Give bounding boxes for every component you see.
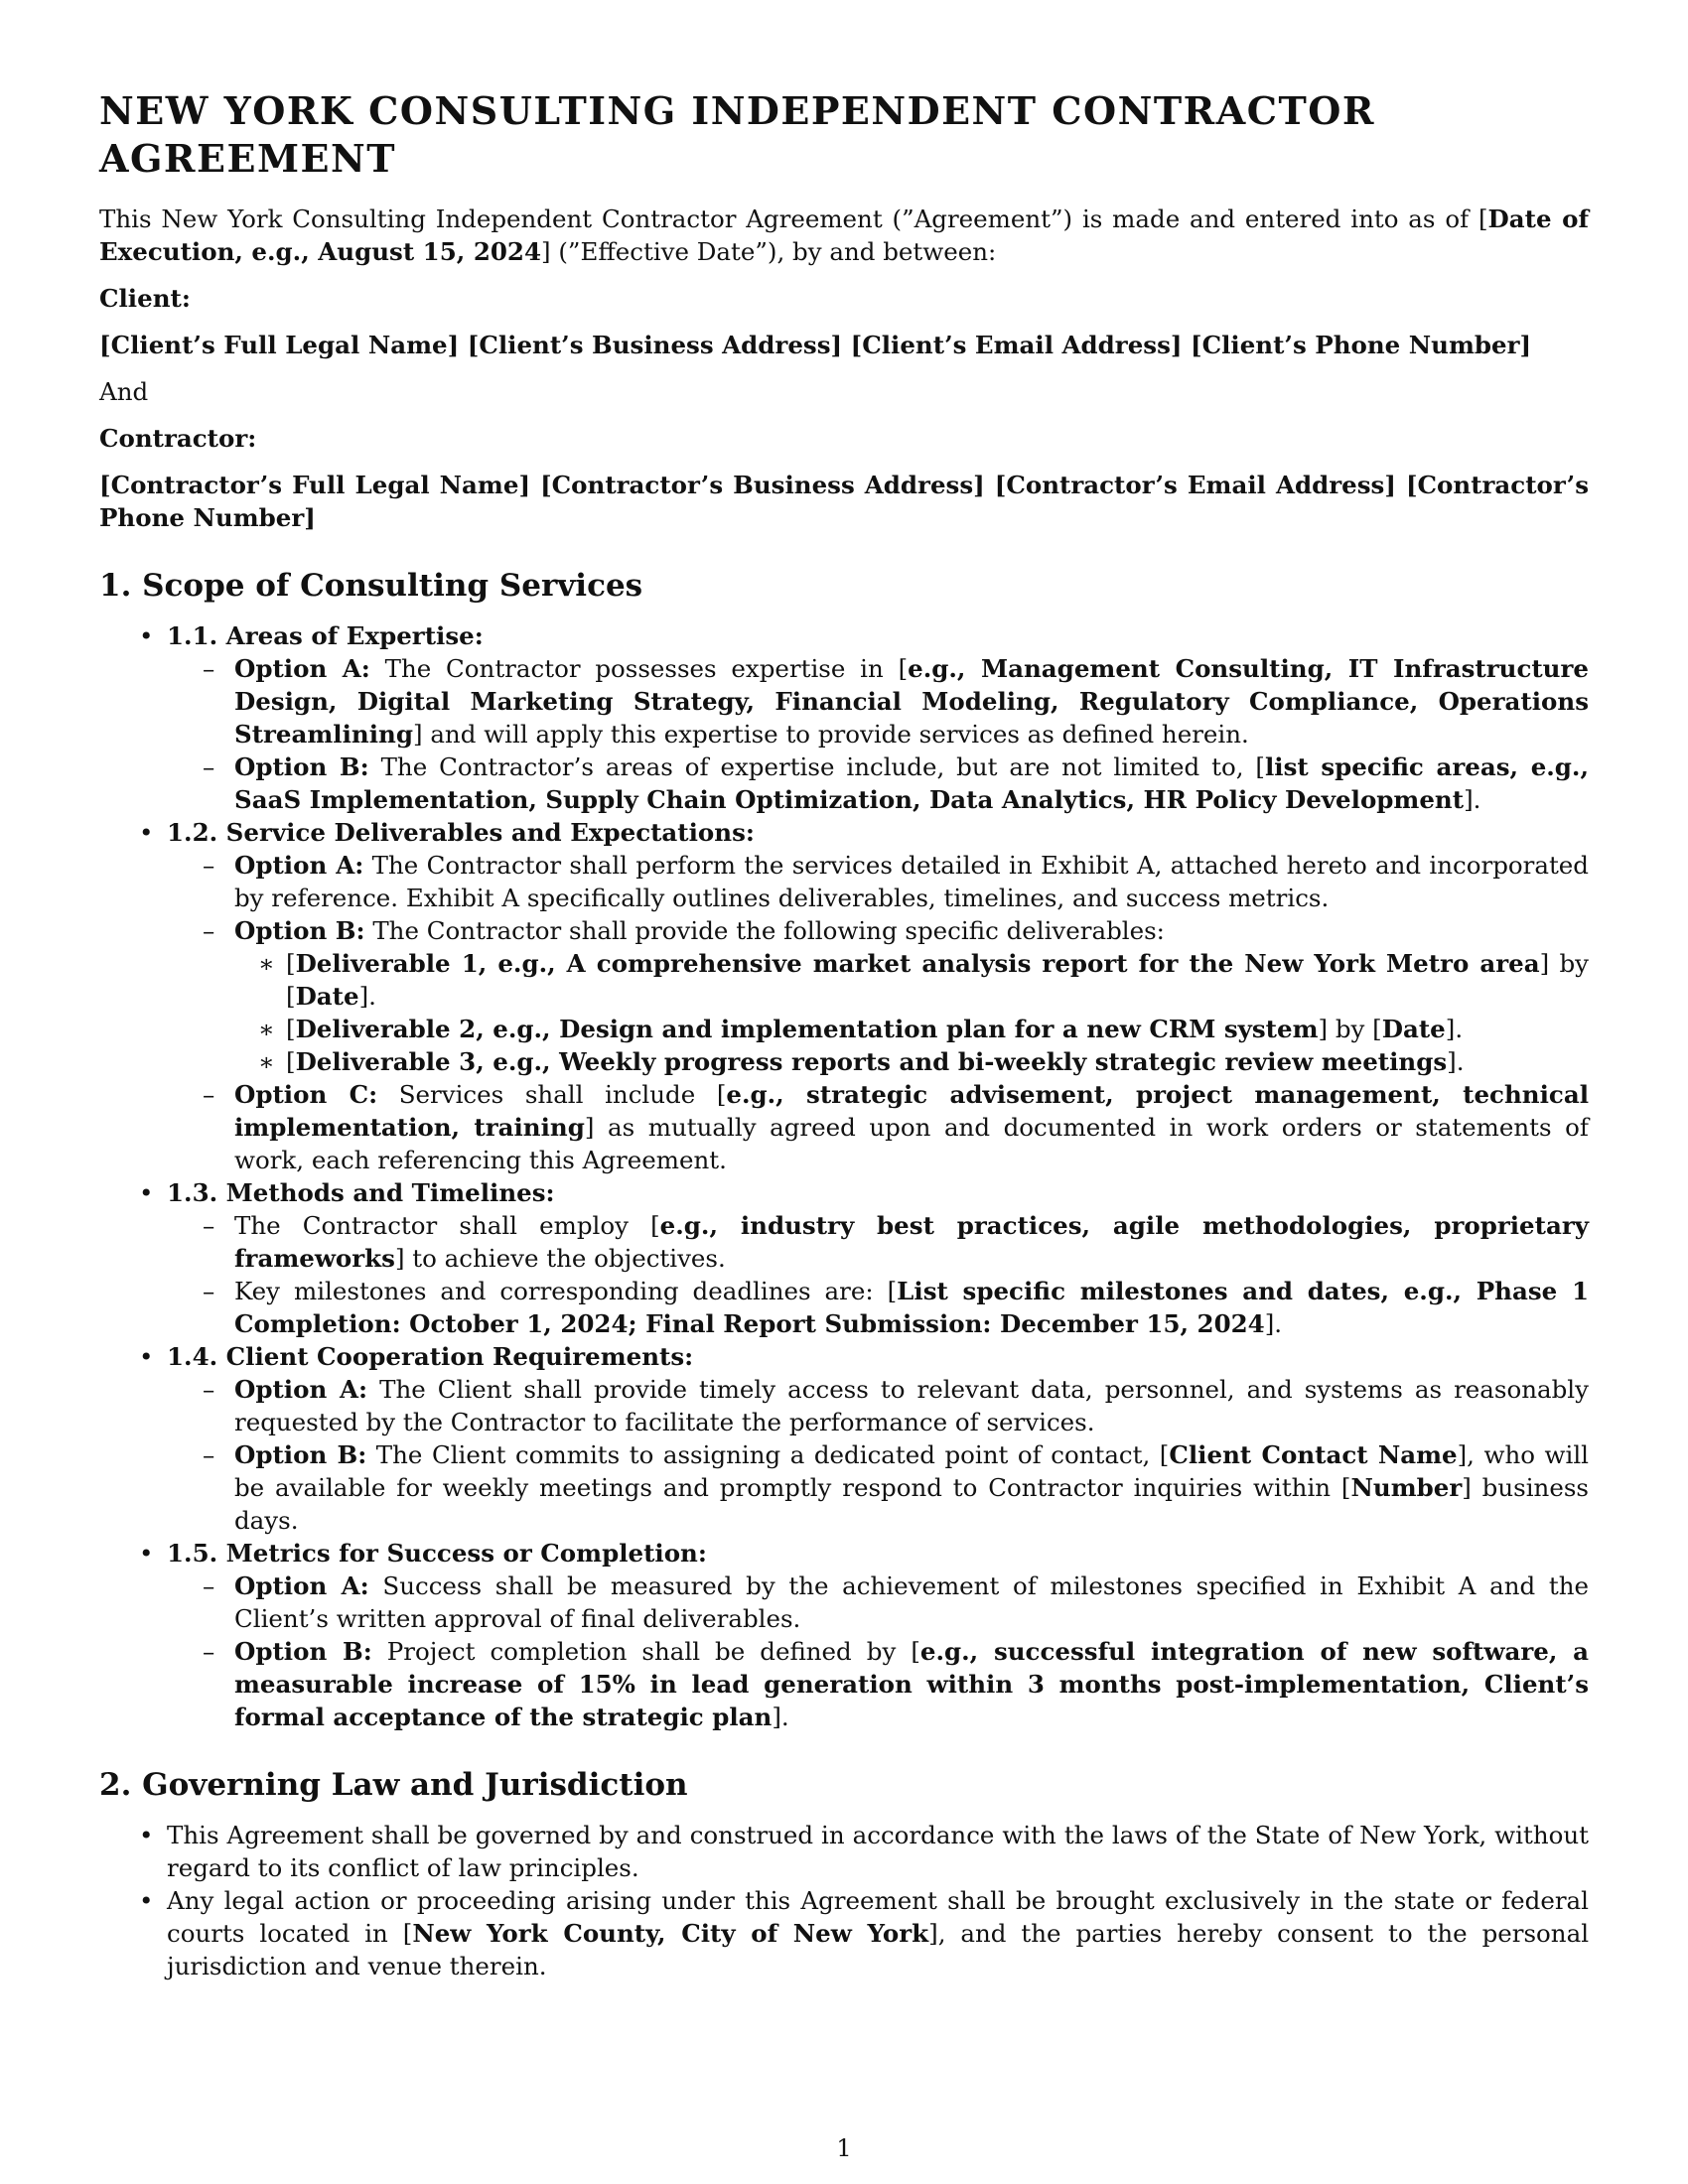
clause-1-1-option-b: – Option B: The Contractor’s areas of expertise include, but are not limited to, [list specific areas, e.g., SaaS Implementation, Supply Chain Optimization, Data Analytics, HR Policy Development]. xyxy=(167,751,1589,816)
intro-paragraph xyxy=(99,203,1589,268)
section-2-list xyxy=(99,1819,1589,1982)
clause-1-3-heading: 1.3. Methods and Timelines: xyxy=(167,1178,555,1207)
governing-law-clause: • This Agreement shall be governed by and construed in accordance with the laws of the State of New York, without regard to its conflict of law principles. xyxy=(99,1819,1589,1884)
intro-text-1: This New York Consulting Independent Contractor Agreement (”Agreement”) is made and entered into as of [ xyxy=(99,205,1488,233)
document-title: NEW YORK CONSULTING INDEPENDENT CONTRACTOR AGREEMENT xyxy=(99,88,1375,181)
clause-1-2-option-c: – Option C: Services shall include [e.g., strategic advisement, project management, technical implementation, training] as mutually agreed upon and documented in work orders or statements of work, each referencing this Agreement. xyxy=(167,1078,1589,1176)
jurisdiction-clause: • Any legal action or proceeding arising under this Agreement shall be brought exclusively in the state or federal courts located in [New York County, City of New York], and the parties hereby consent to the personal jurisdiction and venue therein. xyxy=(99,1884,1589,1982)
clause-1-1-heading: 1.1. Areas of Expertise: xyxy=(167,621,484,650)
and-text: And xyxy=(99,377,149,406)
clause-1-4-option-a: – Option A: The Client shall provide timely access to relevant data, personnel, and systems as reasonably requested by the Contractor to facilitate the performance of services. xyxy=(167,1373,1589,1438)
section-1-heading: 1. Scope of Consulting Services xyxy=(99,568,643,604)
contractor-details: [Contractor’s Full Legal Name] [Contractor’s Business Address] [Contractor’s Email Address] [Contractor’s Phone Number] xyxy=(99,471,1589,532)
clause-1-3-methods: – The Contractor shall employ [e.g., industry best practices, agile methodologies, proprietary frameworks] to achieve the objectives. xyxy=(167,1209,1589,1275)
contractor-label: Contractor: xyxy=(99,424,257,453)
clause-1-5 xyxy=(99,1537,1589,1733)
clause-1-4 xyxy=(99,1340,1589,1537)
clause-1-2-option-a: – Option A: The Contractor shall perform the services detailed in Exhibit A, attached hereto and incorporated by reference. Exhibit A specifically outlines deliverables, timelines, and success metrics. xyxy=(167,849,1589,914)
intro-text-2: ] (”Effective Date”), by and between: xyxy=(541,237,997,266)
deliverable-3: ∗ [Deliverable 3, e.g., Weekly progress reports and bi-weekly strategic review meetings]. xyxy=(234,1045,1589,1078)
deliverable-1: ∗ [Deliverable 1, e.g., A comprehensive market analysis report for the New York Metro area] by [Date]. xyxy=(234,947,1589,1013)
client-label: Client: xyxy=(99,284,191,313)
clause-1-1-option-a: – Option A: The Contractor possesses expertise in [e.g., Management Consulting, IT Infrastructure Design, Digital Marketing Strategy, Financial Modeling, Regulatory Compliance, Operations Streamlining] and will apply this expertise to provide services as defined herein. xyxy=(167,652,1589,751)
section-2-heading: 2. Governing Law and Jurisdiction xyxy=(99,1767,688,1803)
client-details: [Client’s Full Legal Name] [Client’s Business Address] [Client’s Email Address] [Client’s Phone Number] xyxy=(99,331,1532,359)
document-page xyxy=(99,87,1589,1982)
page-number: 1 xyxy=(836,2134,852,2162)
deliverable-2: ∗ [Deliverable 2, e.g., Design and implementation plan for a new CRM system] by [Date]. xyxy=(234,1013,1589,1045)
clause-1-5-heading: 1.5. Metrics for Success or Completion: xyxy=(167,1539,707,1568)
clause-1-3 xyxy=(99,1176,1589,1340)
clause-1-3-milestones: – Key milestones and corresponding deadlines are: [List specific milestones and dates, e.g., Phase 1 Completion: October 1, 2024; Final Report Submission: December 15, 2024]. xyxy=(167,1275,1589,1340)
execution-date-placeholder: Date of Execution, e.g., August 15, 2024 xyxy=(99,205,1590,266)
clause-1-1 xyxy=(99,619,1589,816)
clause-1-5-option-b: – Option B: Project completion shall be defined by [e.g., successful integration of new software, a measurable increase of 15% in lead generation within 3 months post-implementation, Client’s formal acceptance of the strategic plan]. xyxy=(167,1635,1589,1733)
clause-1-2-heading: 1.2. Service Deliverables and Expectations: xyxy=(167,818,755,847)
clause-1-2-option-b: – Option B: The Contractor shall provide the following specific deliverables: ∗ [Deliverable 1, e.g., A comprehensive market analysis report for the New York Metro area] by [Date]. ∗ [Deliverable 2, e.g., Design and implementation plan for a new CRM system] by [Date]. ∗ [Deliverable 3, e.g., Weekly progress reports and bi-weekly strategic review meetings]. xyxy=(167,914,1589,1078)
clause-1-4-option-b: – Option B: The Client commits to assigning a dedicated point of contact, [Client Contact Name], who will be available for weekly meetings and promptly respond to Contractor inquiries within [Number] business days. xyxy=(167,1438,1589,1537)
clause-1-4-heading: 1.4. Client Cooperation Requirements: xyxy=(167,1342,694,1371)
clause-1-2 xyxy=(99,816,1589,1176)
clause-1-5-option-a: – Option A: Success shall be measured by the achievement of milestones specified in Exhibit A and the Client’s written approval of final deliverables. xyxy=(167,1570,1589,1635)
section-1-list xyxy=(99,619,1589,1733)
